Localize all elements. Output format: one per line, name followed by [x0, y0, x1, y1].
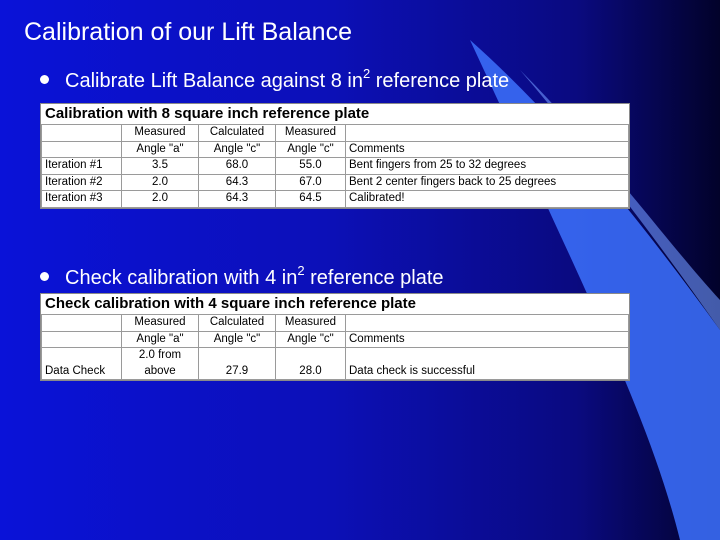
table-header-row: Angle "a" Angle "c" Angle "c" Comments: [42, 331, 629, 348]
slide-title: Calibration of our Lift Balance: [24, 18, 352, 46]
table-header-row: Angle "a" Angle "c" Angle "c" Comments: [42, 141, 629, 158]
table-header-row: Measured Calculated Measured: [42, 315, 629, 332]
bullet-dot-icon: [40, 75, 49, 84]
table-row: Iteration #3 2.0 64.3 64.5 Calibrated!: [42, 191, 629, 208]
check-table: [40, 293, 630, 381]
table-row: Iteration #1 3.5 68.0 55.0 Bent fingers from 25 to 32 degrees: [42, 158, 629, 175]
bullet-text: Calibrate Lift Balance against 8 $in^2$ reference plate: [65, 66, 510, 92]
table-row: 2.0 from: [42, 348, 629, 364]
bullet-dot-icon: [40, 272, 49, 281]
bullet-text: Check calibration with 4 $in^2$ reference plate: [65, 263, 444, 289]
table-title: Check calibration with 4 square inch reference plate: [45, 295, 416, 312]
table-title: Calibration with 8 square inch reference plate: [45, 105, 370, 122]
table-row: Data Check above 27.9 28.0 Data check is successful: [42, 364, 629, 380]
bullet-check: [40, 263, 444, 290]
bullet-calibrate: [40, 66, 509, 93]
calibration-table: [40, 103, 630, 209]
table-row: Iteration #2 2.0 64.3 67.0 Bent 2 center fingers back to 25 degrees: [42, 174, 629, 191]
table-header-row: Measured Calculated Measured: [42, 125, 629, 142]
